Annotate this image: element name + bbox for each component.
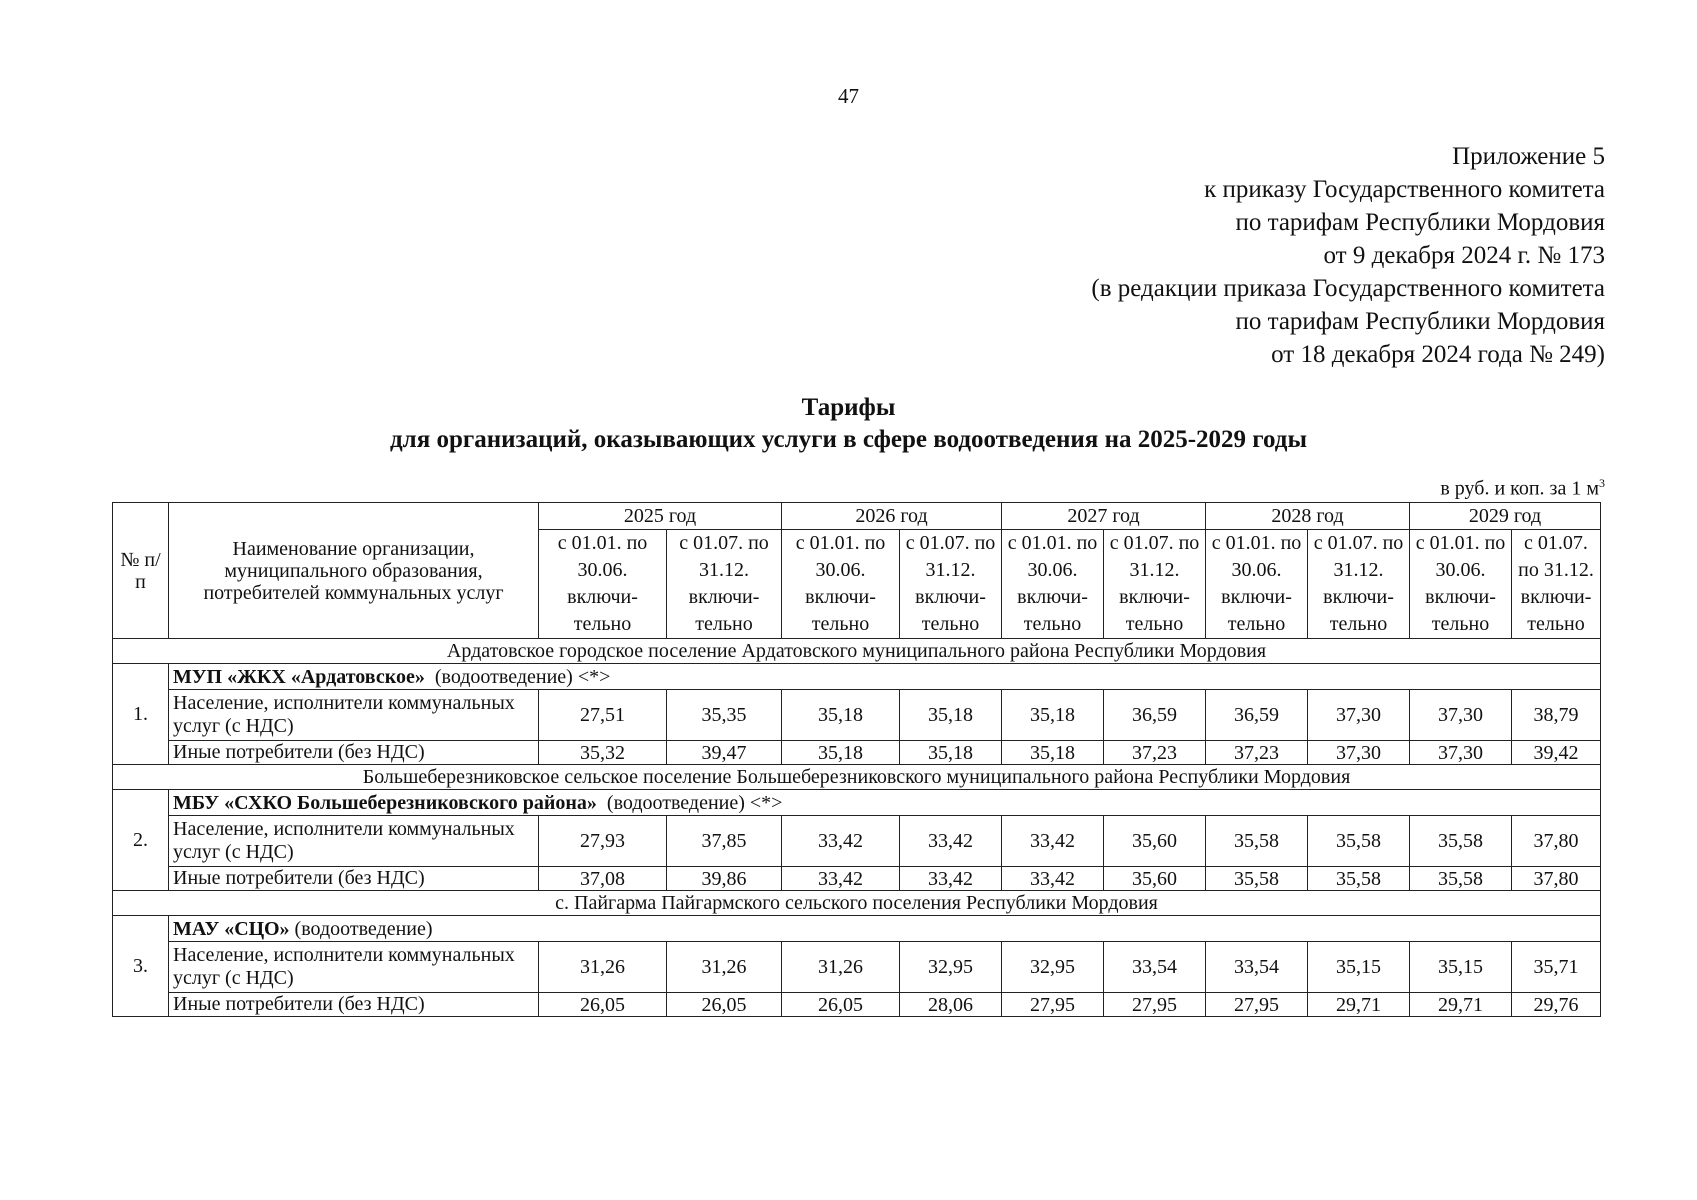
appendix-line: Приложение 5 <box>1452 143 1605 170</box>
tariff-value: 35,32 <box>539 741 667 765</box>
units-text: в руб. и коп. за 1 м <box>1440 477 1599 500</box>
row-number: 3. <box>113 916 169 1017</box>
tariff-value: 35,18 <box>1002 741 1104 765</box>
consumer-category: Иные потребители (без НДС) <box>169 993 539 1017</box>
tariff-value: 37,08 <box>539 867 667 891</box>
tariff-value: 35,18 <box>900 690 1002 741</box>
tariff-value: 35,60 <box>1104 867 1206 891</box>
tariff-value: 31,26 <box>782 942 900 993</box>
table-body <box>113 639 1601 1017</box>
section-area: Большеберезниковское сельское поселение Большеберезниковского муниципального района Республики Мордовия <box>113 765 1601 790</box>
organization-row <box>113 916 1601 942</box>
tariff-value: 35,58 <box>1206 816 1308 867</box>
tariff-value: 39,47 <box>667 741 782 765</box>
tariff-value: 38,79 <box>1512 690 1601 741</box>
units-power: 3 <box>1599 476 1605 490</box>
table-row <box>113 741 1601 765</box>
table-row <box>113 867 1601 891</box>
tariff-value: 33,42 <box>900 816 1002 867</box>
row-number: 2. <box>113 790 169 891</box>
organization-service: (водоотведение) <box>294 917 433 940</box>
tariff-value: 27,95 <box>1104 993 1206 1017</box>
header-period-second-half: с 01.07. по 31.12. включи-тельно <box>1104 530 1206 639</box>
appendix-line: по тарифам Республики Мордовия <box>1235 308 1605 335</box>
tariff-value: 33,42 <box>1002 816 1104 867</box>
tariff-value: 37,30 <box>1308 741 1410 765</box>
tariff-value: 27,95 <box>1002 993 1104 1017</box>
organization-name: МАУ «СЦО» <box>173 917 290 940</box>
header-period-first-half: с 01.01. по 30.06. включи-тельно <box>1002 530 1104 639</box>
tariff-value: 35,35 <box>667 690 782 741</box>
header-row-years <box>113 503 1601 530</box>
document-subtitle: для организаций, оказывающих услуги в сфере водоотведения на 2025-2029 годы <box>390 426 1307 453</box>
tariff-value: 37,30 <box>1410 741 1512 765</box>
appendix-line: от 18 декабря 2024 года № 249) <box>1271 341 1605 368</box>
tariff-value: 37,85 <box>667 816 782 867</box>
header-period-first-half: с 01.01. по 30.06. включи-тельно <box>782 530 900 639</box>
tariff-value: 37,23 <box>1206 741 1308 765</box>
section-area-row <box>113 639 1601 664</box>
header-year: 2029 год <box>1410 503 1601 530</box>
units-note <box>1440 476 1605 501</box>
tariff-value: 35,15 <box>1308 942 1410 993</box>
tariff-value: 32,95 <box>900 942 1002 993</box>
tariff-value: 37,80 <box>1512 816 1601 867</box>
tariff-value: 32,95 <box>1002 942 1104 993</box>
header-period-second-half: с 01.07. по 31.12. включи-тельно <box>667 530 782 639</box>
tariff-value: 29,71 <box>1410 993 1512 1017</box>
header-year: 2027 год <box>1002 503 1206 530</box>
tariff-value: 35,18 <box>900 741 1002 765</box>
tariff-value: 39,42 <box>1512 741 1601 765</box>
section-area-row <box>113 891 1601 916</box>
organization-cell <box>169 790 1601 816</box>
appendix-line: по тарифам Республики Мордовия <box>1235 209 1605 236</box>
header-period-second-half: с 01.07. по 31.12. включи-тельно <box>900 530 1002 639</box>
tariff-value: 33,42 <box>782 816 900 867</box>
tariff-value: 36,59 <box>1206 690 1308 741</box>
consumer-category: Иные потребители (без НДС) <box>169 867 539 891</box>
organization-service: (водоотведение) <*> <box>434 665 611 688</box>
header-period-second-half: с 01.07. по 31.12. включи-тельно <box>1308 530 1410 639</box>
consumer-category: Иные потребители (без НДС) <box>169 741 539 765</box>
tariff-value: 29,71 <box>1308 993 1410 1017</box>
tariff-value: 28,06 <box>900 993 1002 1017</box>
tariff-value: 35,60 <box>1104 816 1206 867</box>
tariff-value: 26,05 <box>782 993 900 1017</box>
tariff-value: 35,58 <box>1410 867 1512 891</box>
tariff-value: 37,80 <box>1512 867 1601 891</box>
header-year: 2028 год <box>1206 503 1410 530</box>
row-number: 1. <box>113 664 169 765</box>
tariff-value: 33,54 <box>1206 942 1308 993</box>
organization-name: МБУ «СХКО Большеберезниковского района» <box>173 791 597 814</box>
tariff-value: 35,18 <box>782 741 900 765</box>
tariff-value: 27,95 <box>1206 993 1308 1017</box>
tariff-value: 35,18 <box>782 690 900 741</box>
tariff-value: 26,05 <box>539 993 667 1017</box>
tariff-value: 31,26 <box>539 942 667 993</box>
page-number: 47 <box>838 84 859 108</box>
organization-cell <box>169 664 1601 690</box>
document-title: Тарифы <box>801 394 896 421</box>
organization-name: МУП «ЖКХ «Ардатовское» <box>173 665 425 688</box>
tariff-value: 35,58 <box>1308 816 1410 867</box>
table-header <box>113 503 1601 639</box>
tariff-value: 37,23 <box>1104 741 1206 765</box>
header-period-first-half: с 01.01. по 30.06. включи-тельно <box>1206 530 1308 639</box>
header-period-second-half: с 01.07. по 31.12. включи-тельно <box>1512 530 1601 639</box>
header-year: 2025 год <box>539 503 782 530</box>
tariff-value: 27,51 <box>539 690 667 741</box>
appendix-block <box>845 140 1605 371</box>
tariff-value: 37,30 <box>1410 690 1512 741</box>
tariff-value: 29,76 <box>1512 993 1601 1017</box>
section-area: Ардатовское городское поселение Ардатовского муниципального района Республики Мордовия <box>113 639 1601 664</box>
consumer-category: Население, исполнители коммунальных услуг (с НДС) <box>169 942 539 993</box>
organization-service: (водоотведение) <*> <box>606 791 783 814</box>
tariff-value: 35,58 <box>1410 816 1512 867</box>
consumer-category: Население, исполнители коммунальных услуг (с НДС) <box>169 816 539 867</box>
tariff-value: 35,58 <box>1206 867 1308 891</box>
organization-cell <box>169 916 1601 942</box>
section-area: с. Пайгарма Пайгармского сельского поселения Республики Мордовия <box>113 891 1601 916</box>
table-row <box>113 942 1601 993</box>
tariff-value: 33,42 <box>900 867 1002 891</box>
tariff-value: 33,54 <box>1104 942 1206 993</box>
tariffs-table <box>112 502 1601 1017</box>
tariff-value: 33,42 <box>782 867 900 891</box>
tariff-value: 35,15 <box>1410 942 1512 993</box>
table-row <box>113 690 1601 741</box>
tariff-value: 36,59 <box>1104 690 1206 741</box>
header-name: Наименование организации, муниципального образования, потребителей коммунальных услуг <box>169 503 539 639</box>
tariff-value: 33,42 <box>1002 867 1104 891</box>
appendix-line: от 9 декабря 2024 г. № 173 <box>1323 242 1605 269</box>
tariff-value: 31,26 <box>667 942 782 993</box>
section-area-row <box>113 765 1601 790</box>
table-row <box>113 993 1601 1017</box>
organization-row <box>113 790 1601 816</box>
document-title-block <box>0 392 1697 456</box>
appendix-line: к приказу Государственного комитета <box>1204 176 1605 203</box>
tariff-value: 37,30 <box>1308 690 1410 741</box>
tariff-value: 27,93 <box>539 816 667 867</box>
consumer-category: Население, исполнители коммунальных услуг (с НДС) <box>169 690 539 741</box>
header-period-first-half: с 01.01. по 30.06. включи-тельно <box>1410 530 1512 639</box>
header-year: 2026 год <box>782 503 1002 530</box>
tariff-value: 35,18 <box>1002 690 1104 741</box>
organization-row <box>113 664 1601 690</box>
header-num: № п/п <box>113 503 169 639</box>
tariff-value: 26,05 <box>667 993 782 1017</box>
tariff-value: 39,86 <box>667 867 782 891</box>
tariff-value: 35,71 <box>1512 942 1601 993</box>
header-period-first-half: с 01.01. по 30.06. включи-тельно <box>539 530 667 639</box>
table-row <box>113 816 1601 867</box>
tariff-value: 35,58 <box>1308 867 1410 891</box>
appendix-line: (в редакции приказа Государственного комитета <box>1091 275 1605 302</box>
